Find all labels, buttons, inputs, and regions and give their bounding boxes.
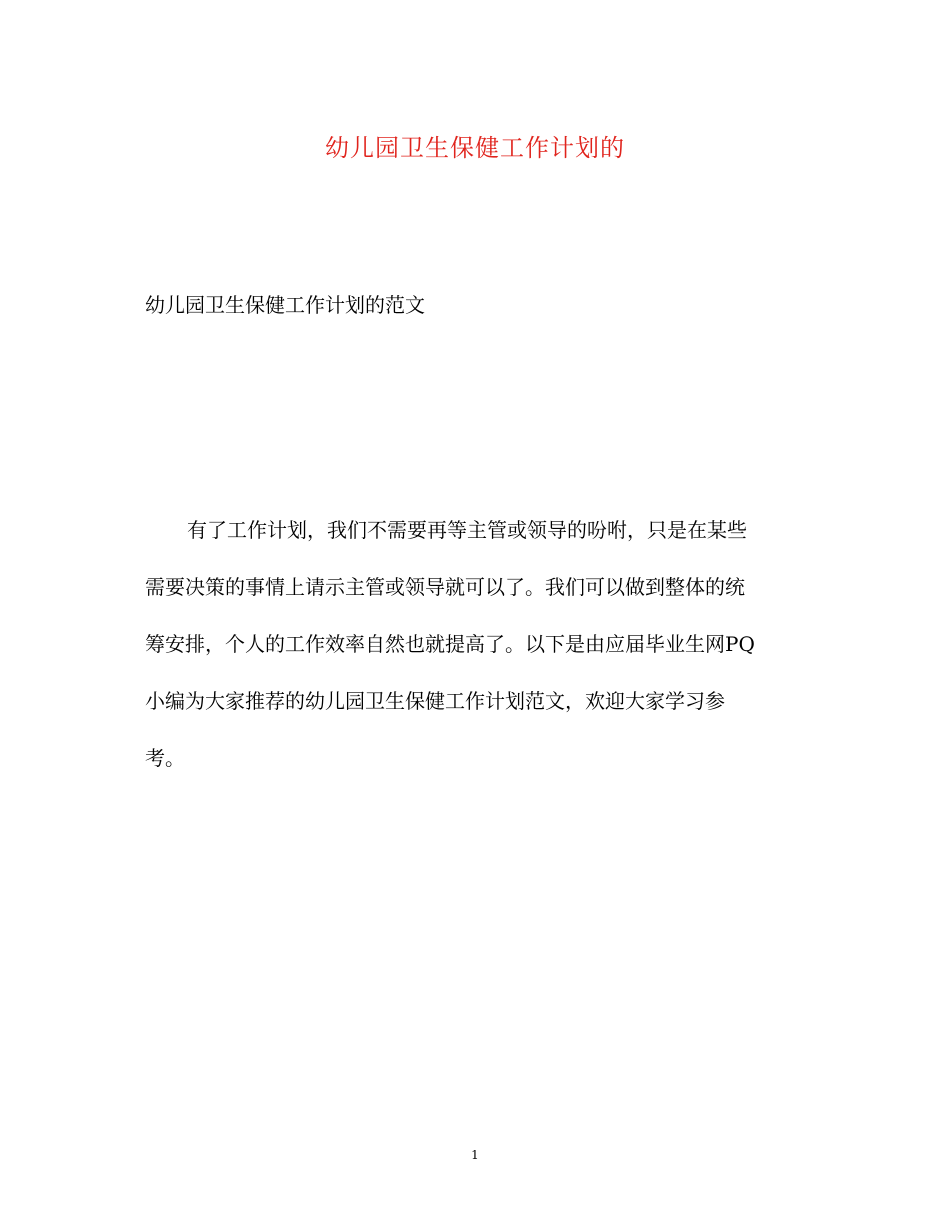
document-title: 幼儿园卫生保健工作计划的 — [325, 134, 625, 162]
body-paragraph — [145, 502, 805, 787]
paragraph-line: 小编为大家推荐的幼儿园卫生保健工作计划范文，欢迎大家学习参 — [145, 689, 725, 713]
paragraph-line: 考。 — [145, 746, 185, 770]
page-number: 1 — [471, 1148, 479, 1162]
document-subtitle: 幼儿园卫生保健工作计划的范文 — [145, 293, 425, 317]
paragraph-line: 有了工作计划，我们不需要再等主管或领导的吩咐，只是在某些 — [187, 518, 747, 542]
paragraph-line: 筹安排，个人的工作效率自然也就提高了。以下是由应届毕业生网PQ — [145, 632, 755, 656]
paragraph-line: 需要决策的事情上请示主管或领导就可以了。我们可以做到整体的统 — [145, 575, 745, 599]
